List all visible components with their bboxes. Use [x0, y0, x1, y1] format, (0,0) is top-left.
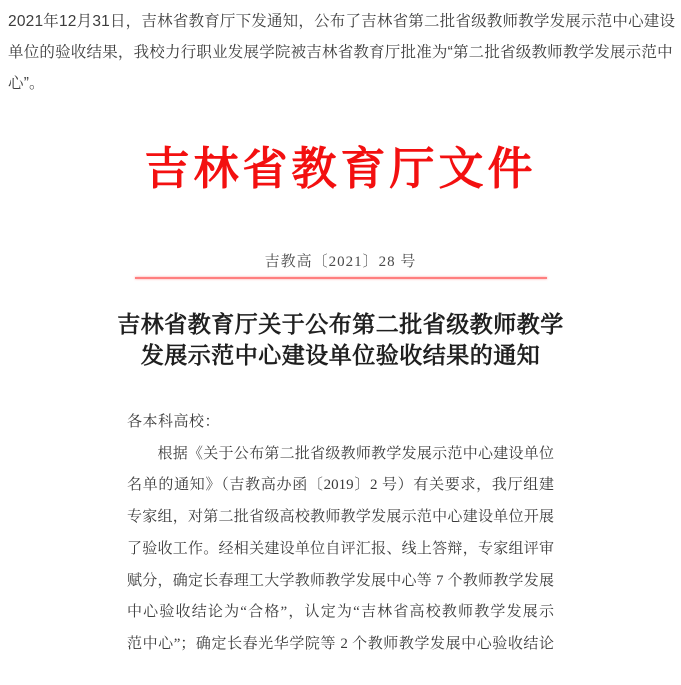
- official-document-image: [0, 141, 681, 661]
- document-number: 吉教高〔2021〕28 号: [264, 254, 417, 270]
- body-line-2: 名单的通知》（吉教高办函〔2019〕2 号）有关要求，我厅组建: [127, 477, 554, 494]
- intro-line-1: 2021年12月31日，吉林省教育厅下发通知，公布了吉林省第二批省级教师教学发展示范中心建设: [8, 13, 676, 30]
- document-title-line-2: 发展示范中心建设单位验收结果的通知: [140, 343, 541, 368]
- body-line-4: 了验收工作。经相关建设单位自评汇报、线上答辩，专家组评审: [127, 540, 554, 557]
- body-line-7: 范中心”；确定长春光华学院等 2 个教师教学发展中心验收结论: [127, 635, 554, 652]
- document-title-line-1: 吉林省教育厅关于公布第二批省级教师教学: [117, 312, 564, 337]
- intro-paragraph: [0, 0, 681, 99]
- intro-line-3: 心”。: [8, 75, 45, 92]
- document-title: [0, 309, 681, 371]
- intro-line-2: 单位的验收结果，我校力行职业发展学院被吉林省教育厅批准为“第二批省级教师教学发展示范中: [8, 44, 673, 61]
- body-line-6: 中心验收结论为“合格”，认定为“吉林省高校教师教学发展示: [127, 604, 554, 621]
- body-line-5: 赋分，确定长春理工大学教师教学发展中心等 7 个教师教学发展: [127, 572, 554, 589]
- body-line-1: 根据《关于公布第二批省级教师教学发展示范中心建设单位: [127, 445, 554, 462]
- document-body: [127, 407, 554, 661]
- salutation-line: 各本科高校：: [127, 414, 221, 430]
- body-line-3: 专家组，对第二批省级高校教师教学发展示范中心建设单位开展: [127, 509, 554, 526]
- letterhead-title: 吉林省教育厅文件: [144, 144, 537, 194]
- red-divider-line: [135, 277, 547, 279]
